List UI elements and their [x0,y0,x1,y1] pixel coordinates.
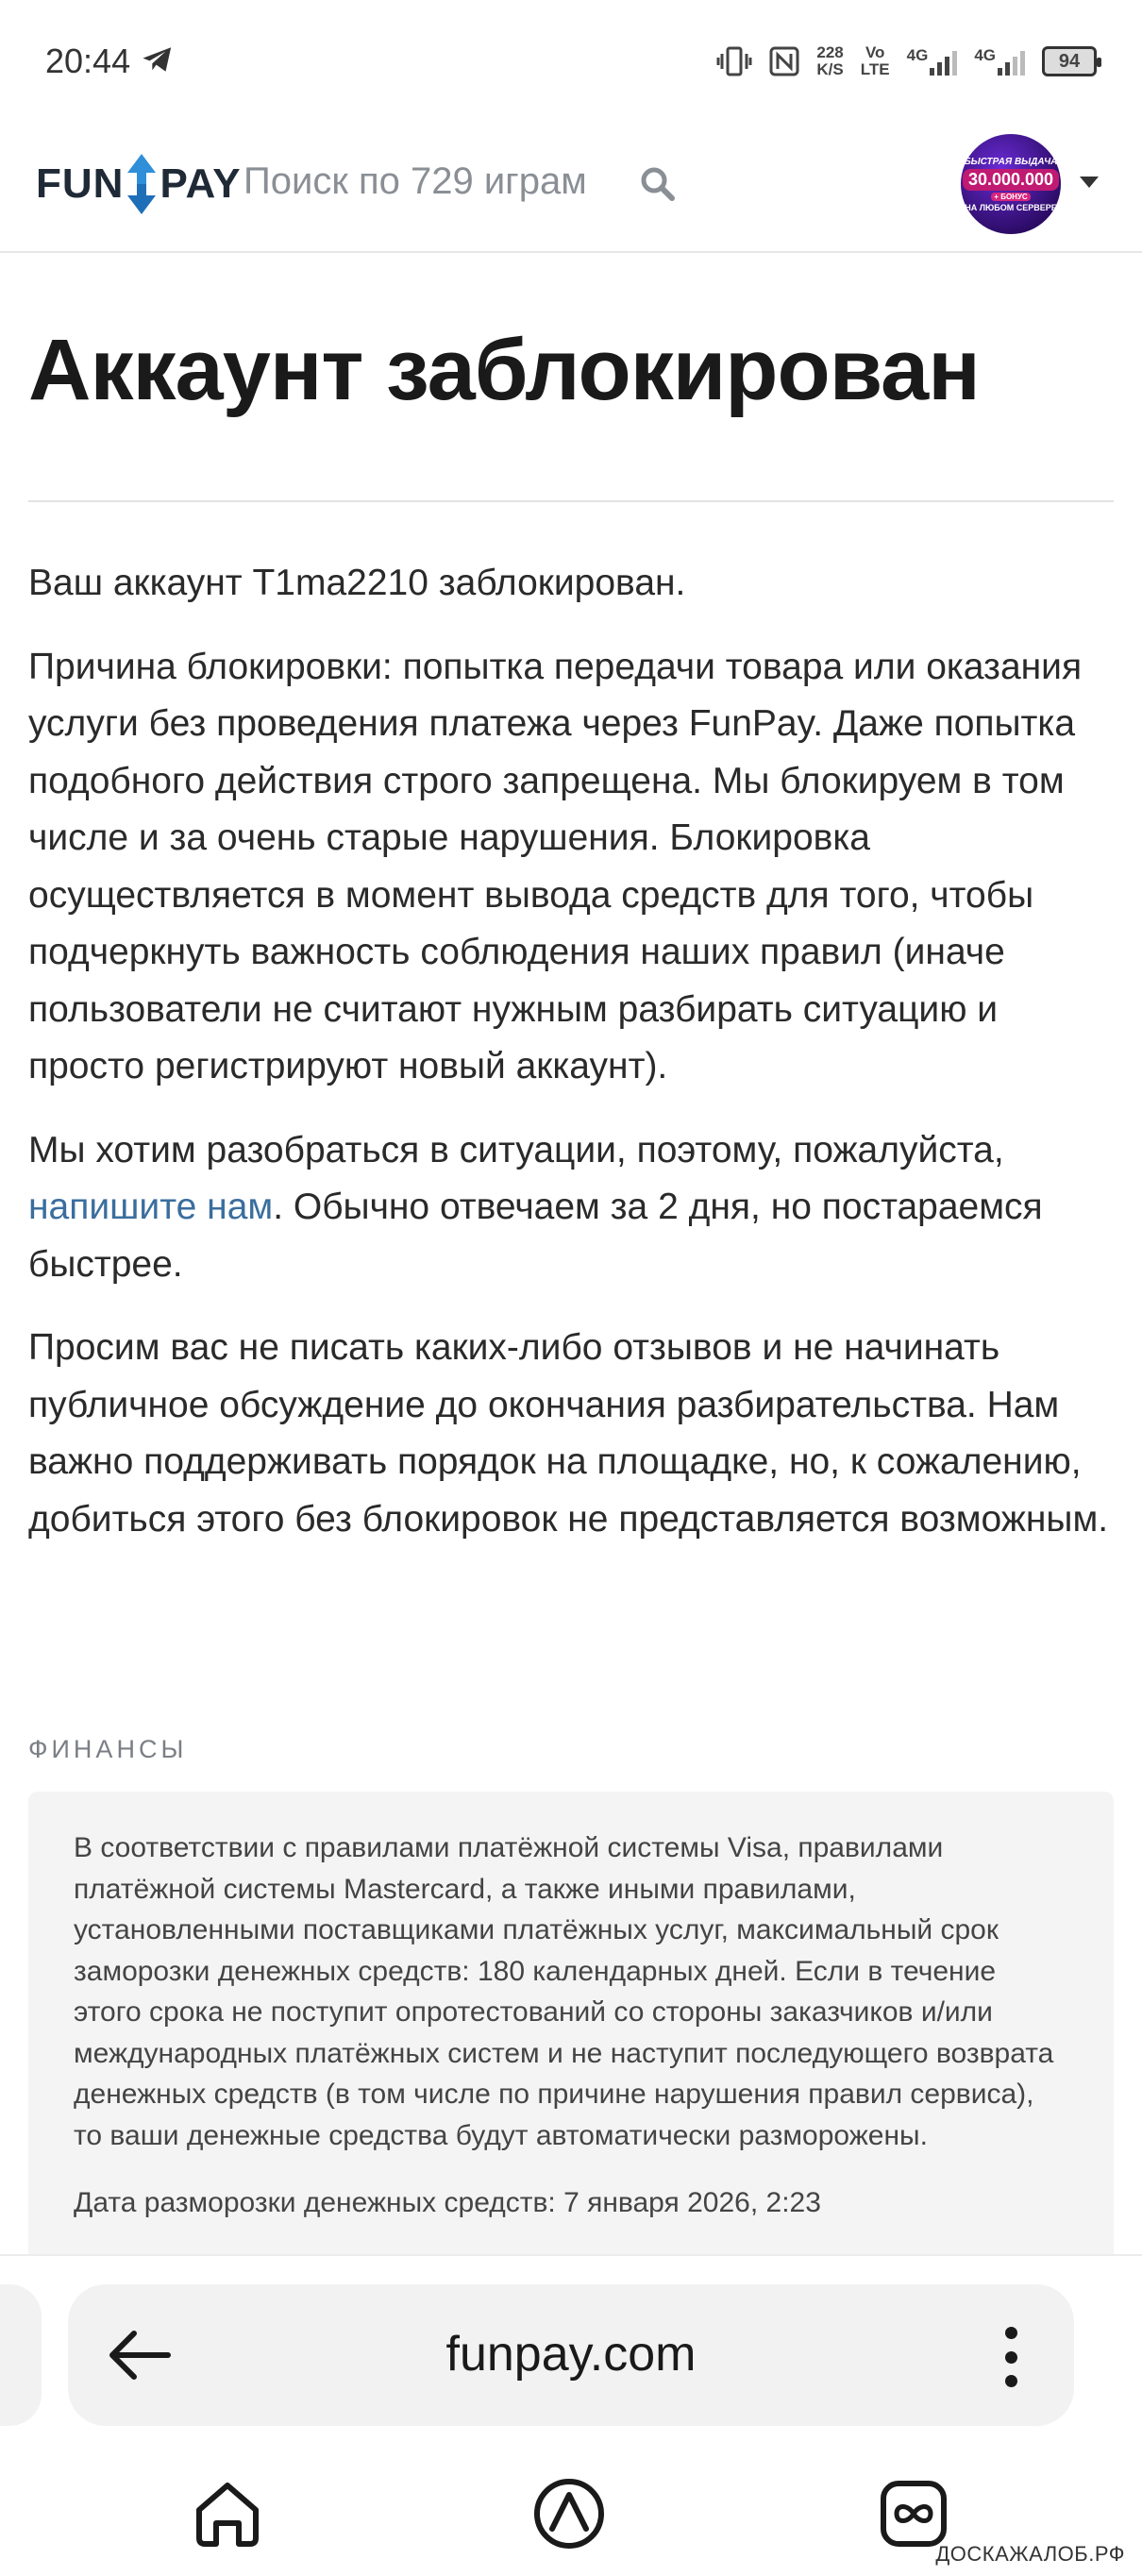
block-reason-text: Причина блокировки: попытка передачи товара или оказания услуги без проведения платежа через FunPay. Даже попытка подобного действия строго запрещена. Мы блокируем в том числе и за очень старые нарушения. Блокировка осуществляется в момент вывода средств для того, чтобы подчеркнуть важность соблюдения наших правил (иначе пользователи не считают нужным разбирать ситуацию и просто регистрируют новый аккаунт). [28,646,1083,1086]
browser-toolbar [0,2254,1142,2438]
request-paragraph: Просим вас не писать каких-либо отзывов и не начинать публичное обсуждение до окончания разбирательства. Нам важно поддерживать порядок на площадке, но, к сожалению, добиться этого без блокировок не представляется возможным. [28,1327,1109,1540]
logo-arrows-icon [126,152,158,216]
signal-bars-icon [998,47,1025,76]
site-header [0,123,1142,253]
search-input[interactable]: Поиск по 729 играм [244,160,587,202]
page-title: Аккаунт заблокирован [28,322,980,418]
watermark: ДОСКАЖАЛОБ.РФ [935,2542,1125,2566]
volte-indicator: Vo LTE [860,43,890,78]
alice-assistant-icon[interactable] [531,2476,607,2551]
finance-info-text: В соответствии с правилами платёжной системы Visa, правилами платёжной системы Mastercard, а также иными правилами, установленными поставщиками платёжных услуг, максимальный срок заморозки денежных средств: 180 календарных дней. Если в течение этого срока не поступит опротестований со стороны заказчиков и/или международных платёжных систем и не наступит последующего возврата денежных средств (в том числе по причине нарушения правил сервиса), то ваши денежные средства будут автоматически разморожены. [74,1832,1054,2151]
telegram-icon [142,45,174,74]
nfc-icon [769,46,799,76]
status-bar [0,0,1142,123]
user-avatar[interactable]: БЫСТРАЯ ВЫДАЧА 30.000.000 + БОНУС НА ЛЮБОМ СЕРВЕРЕ [961,134,1061,234]
contact-paragraph: Мы хотим разобраться в ситуации, поэтому, пожалуйста, напишите нам. Обычно отвечаем за 2 дня, но постараемся быстрее. [28,1129,1043,1285]
battery-icon: 94 [1042,46,1097,76]
status-time: 20:44 [45,42,131,80]
previous-tab-edge[interactable] [0,2284,42,2426]
chevron-down-icon[interactable] [1080,177,1099,188]
account-status-text: Ваш аккаунт T1ma2210 заблокирован. [28,563,686,603]
funpay-logo[interactable]: FUN PAY [36,151,242,217]
tabs-icon[interactable] [876,2476,951,2551]
url-text[interactable]: funpay.com [445,2327,697,2382]
signal-1: 4G [907,47,958,76]
main-content [28,555,1123,1574]
signal-2: 4G [974,47,1025,76]
status-indicators [716,40,1097,83]
unfreeze-date: Дата разморозки денежных средств: 7 января 2026, 2:23 [74,2187,821,2218]
address-bar[interactable] [68,2284,1074,2426]
finance-section-label: ФИНАНСЫ [28,1735,188,1763]
signal-bars-icon [930,47,957,76]
network-speed: 228 K/S [816,43,844,78]
home-icon[interactable] [190,2476,265,2551]
bottom-navigation [0,2438,1142,2576]
more-menu-icon[interactable] [1004,2327,1017,2387]
contact-us-link[interactable]: напишите нам [28,1187,274,1227]
divider [28,500,1114,502]
search-icon[interactable] [638,164,676,202]
finance-info-box [28,1792,1114,2264]
vibrate-icon [716,45,752,77]
